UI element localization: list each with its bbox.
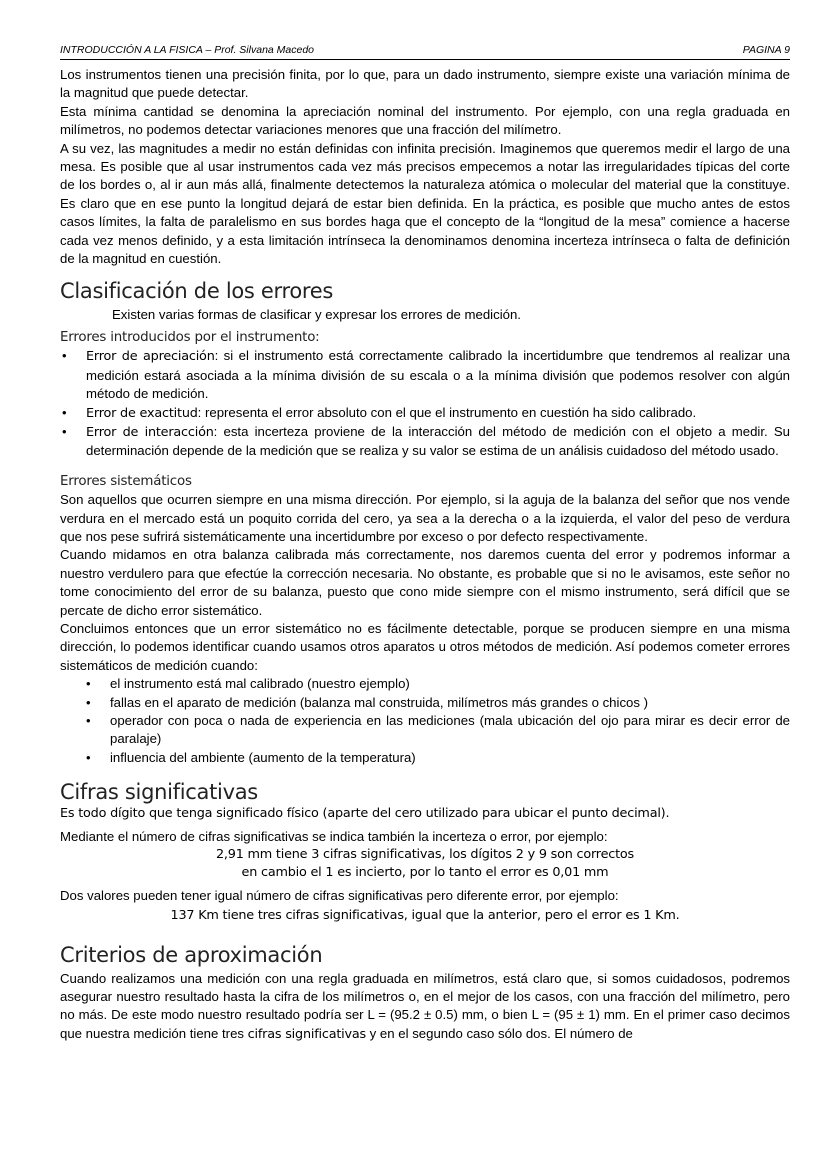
document-page bbox=[60, 44, 790, 1044]
clasificacion-lead: Existen varias formas de clasificar y expresar los errores de medición. bbox=[112, 307, 521, 323]
instrument-errors-heading: Errores introducidos por el instrumento: bbox=[60, 329, 320, 345]
list-item bbox=[60, 404, 790, 423]
systematic-paragraph-2: Cuando midamos en otra balanza calibrada más correctamente, nos daremos cuenta del error y podremos informar a nuestro verdulero para que efectúe la corrección necesaria. No obstante, es probable que si no le avisamos, este señor no tome conocimiento del error de su balanza, puesto que cono mide siempre con el mismo instrumento, será difícil que se percate de dicho error sistemático. bbox=[60, 547, 790, 618]
cifras-example-3: 137 Km tiene tres cifras significativas, igual que la anterior, pero el error es 1 Km. bbox=[170, 908, 680, 924]
cifras-paragraph-2: Dos valores pueden tener igual número de cifras significativas pero diferente error, por ejemplo: bbox=[60, 887, 619, 903]
error-description: : esta incerteza proviene de la interacción del método de medición con el objeto a medir. Su determinación depende de la medición que se realiza y su valor se estima de un análisis cuidadoso del método usado. bbox=[86, 423, 790, 459]
error-description: : representa el error absoluto con el que el instrumento en cuestión ha sido calibrado. bbox=[197, 404, 697, 420]
section-title-clasificacion: Clasificación de los errores bbox=[60, 279, 334, 304]
systematic-paragraph-3: Concluimos entonces que un error sistemático no es fácilmente detectable, porque se producen siempre en una misma dirección, lo podemos identificar cuando usamos otros aparatos u otros métodos de medición. Así podemos cometer errores sistemáticos de medición cuando: bbox=[60, 620, 790, 673]
list-item: • fallas en el aparato de medición (balanza mal construida, milímetros más grandes o chicos ) bbox=[60, 694, 790, 712]
header-page-number: PAGINA 9 bbox=[742, 44, 790, 56]
criterios-term: cifras significativas bbox=[247, 1026, 367, 1042]
list-item bbox=[60, 423, 790, 461]
cifras-definition: Es todo dígito que tenga significado físico (aparte del cero utilizado para ubicar el punto decimal). bbox=[60, 806, 670, 822]
intro-paragraph-1: Los instrumentos tienen una precisión finita, por lo que, para un dado instrumento, siempre existe una variación mínima de la magnitud que puede detectar. bbox=[60, 67, 790, 101]
intro-paragraph-2: Esta mínima cantidad se denomina la apreciación nominal del instrumento. Por ejemplo, con una regla graduada en milímetros, no podemos detectar variaciones menores que una fracción del milímetro. bbox=[60, 103, 790, 138]
page-header bbox=[60, 44, 790, 60]
criterios-text-a: Cuando realizamos una medición con una regla graduada en milímetros, está claro que, si somos cuidadosos, podremos asegurar nuestro resultado hasta la cifra de los milímetros o, en el mejor de los casos, con una fracción del milímetro, pero no más. De este modo nuestro resultado podría ser L = (95.2 ± 0.5) mm, o bien L = (95 ± 1) mm. En el primer caso decimos que nuestra medición tiene tres bbox=[60, 970, 790, 1041]
criterios-text-b: y en el segundo caso sólo dos. El número de bbox=[366, 1025, 633, 1041]
cifras-example-2: en cambio el 1 es incierto, por lo tanto el error es 0,01 mm bbox=[241, 865, 609, 881]
cifras-example-1: 2,91 mm tiene 3 cifras significativas, los dígitos 2 y 9 son correctos bbox=[215, 847, 635, 863]
list-item: • influencia del ambiente (aumento de la temperatura) bbox=[60, 749, 790, 767]
cifras-paragraph-1: Mediante el número de cifras significativas se indica también la incerteza o error, por ejemplo: bbox=[60, 828, 608, 844]
systematic-paragraph-1: Son aquellos que ocurren siempre en una misma dirección. Por ejemplo, si la aguja de la balanza del señor que nos vende verdura en el mercado está un poquito corrida del cero, ya sea a la derecha o a la izquierda, el valor del peso de verdura que nos pese sufrirá sistemáticamente una incertidumbre por exceso o por defecto respectivamente. bbox=[60, 492, 790, 544]
header-course-title: INTRODUCCIÓN A LA FISICA – Prof. Silvana Macedo bbox=[60, 44, 315, 56]
list-item: • operador con poca o nada de experiencia en las mediciones (mala ubicación del ojo para mirar es decir error de paralaje) bbox=[60, 712, 790, 749]
list-item bbox=[60, 347, 790, 403]
section-title-criterios: Criterios de aproximación bbox=[60, 942, 323, 967]
error-term: Error de interacción bbox=[86, 424, 214, 440]
criterios-paragraph-1 bbox=[60, 970, 790, 1045]
error-description: : si el instrumento está correctamente calibrado la incertidumbre que tendremos al realizar una medición estará asociada a la mínima división de su escala o a la mínima división que podemos resolver con algún método de medición. bbox=[86, 348, 791, 402]
section-title-cifras: Cifras significativas bbox=[60, 780, 258, 805]
instrument-errors-list bbox=[60, 347, 790, 460]
systematic-errors-heading: Errores sistemáticos bbox=[60, 473, 192, 489]
error-term: Error de exactitud bbox=[86, 405, 198, 421]
intro-paragraph-3: A su vez, las magnitudes a medir no están definidas con infinita precisión. Imaginemos que queremos medir el largo de una mesa. Es posible que al usar instrumentos cada vez más precisos empecemos a notar las irregularidades típicas del corte de los bordes o, al ir aun más allá, finalmente detectemos la naturaleza atómica o molecular del material que la constituye. Es claro que en ese punto la longitud dejará de estar bien definida. En la práctica, es posible que mucho antes de estos casos límites, la falta de paralelismo en sus bordes haga que el concepto de la “longitud de la mesa” comience a hacerse cada vez menos definido, y a esta limitación intrínseca la denominamos denomina incerteza intrínseca o falta de definición de la magnitud en cuestión. bbox=[60, 140, 790, 267]
list-item: • el instrumento está mal calibrado (nuestro ejemplo) bbox=[60, 675, 790, 693]
systematic-causes-list bbox=[60, 675, 790, 767]
error-term: Error de apreciación bbox=[86, 349, 215, 365]
